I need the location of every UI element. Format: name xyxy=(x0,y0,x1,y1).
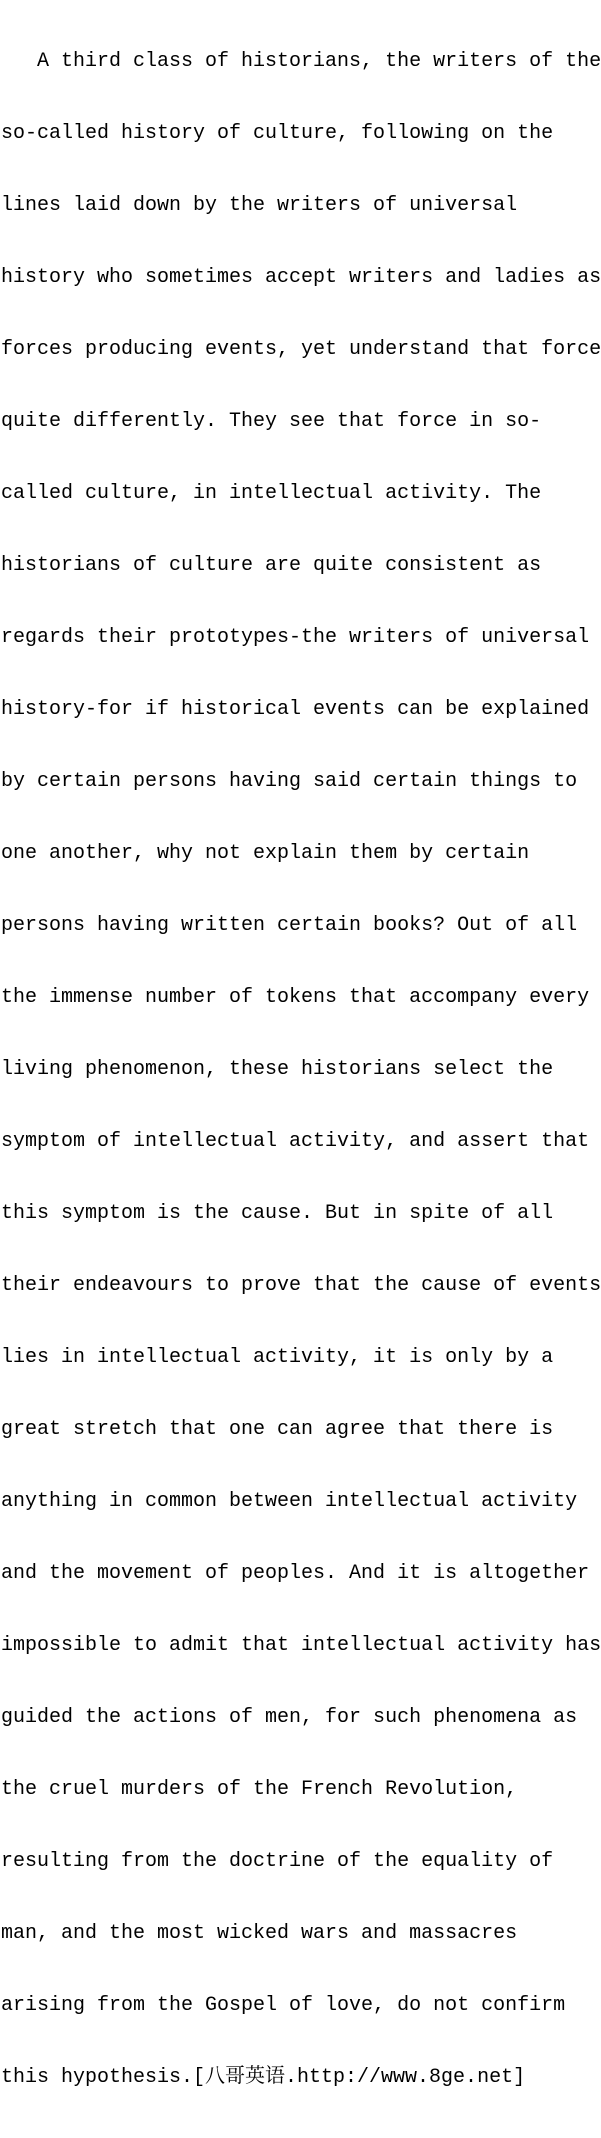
text-line: guided the actions of men, for such phenomena as xyxy=(1,1706,578,1729)
text-line: history who sometimes accept writers and ladies as xyxy=(1,266,601,289)
text-line: impossible to admit that intellectual activity has xyxy=(1,1634,601,1657)
text-line: and the movement of peoples. And it is altogether xyxy=(1,1562,590,1585)
text-line: historians of culture are quite consistent as xyxy=(1,554,542,577)
text-line: great stretch that one can agree that there is xyxy=(1,1418,554,1441)
text-line: lines laid down by the writers of universal xyxy=(1,194,518,217)
text-line: by certain persons having said certain things to xyxy=(1,770,578,793)
text-line: so-called history of culture, following on the xyxy=(1,122,554,145)
text-line: anything in common between intellectual activity xyxy=(1,1490,578,1513)
text-line: the cruel murders of the French Revolution, xyxy=(1,1778,518,1801)
text-line: arising from the Gospel of love, do not confirm xyxy=(1,1994,566,2017)
text-line: one another, why not explain them by certain xyxy=(1,842,530,865)
text-line: the immense number of tokens that accompany every xyxy=(1,986,590,1009)
text-line: history-for if historical events can be explained xyxy=(1,698,590,721)
text-line: regards their prototypes-the writers of universal xyxy=(1,626,590,649)
text-line: their endeavours to prove that the cause of events xyxy=(1,1274,601,1297)
text-line: persons having written certain books? Out of all xyxy=(1,914,578,937)
text-line: forces producing events, yet understand that force xyxy=(1,338,601,361)
text-line: quite differently. They see that force in so- xyxy=(1,410,542,433)
text-line: A third class of historians, the writers of the xyxy=(1,50,601,73)
text-line: living phenomenon, these historians select the xyxy=(1,1058,554,1081)
text-line: symptom of intellectual activity, and assert that xyxy=(1,1130,590,1153)
text-line: lies in intellectual activity, it is only by a xyxy=(1,1346,554,1369)
text-line: called culture, in intellectual activity. The xyxy=(1,482,542,505)
text-line: this symptom is the cause. But in spite of all xyxy=(1,1202,554,1225)
text-line: resulting from the doctrine of the equality of xyxy=(1,1850,554,1873)
text-line: man, and the most wicked wars and massacres xyxy=(1,1922,518,1945)
text-line: this hypothesis.[八哥英语.http://www.8ge.net] xyxy=(1,2066,526,2089)
